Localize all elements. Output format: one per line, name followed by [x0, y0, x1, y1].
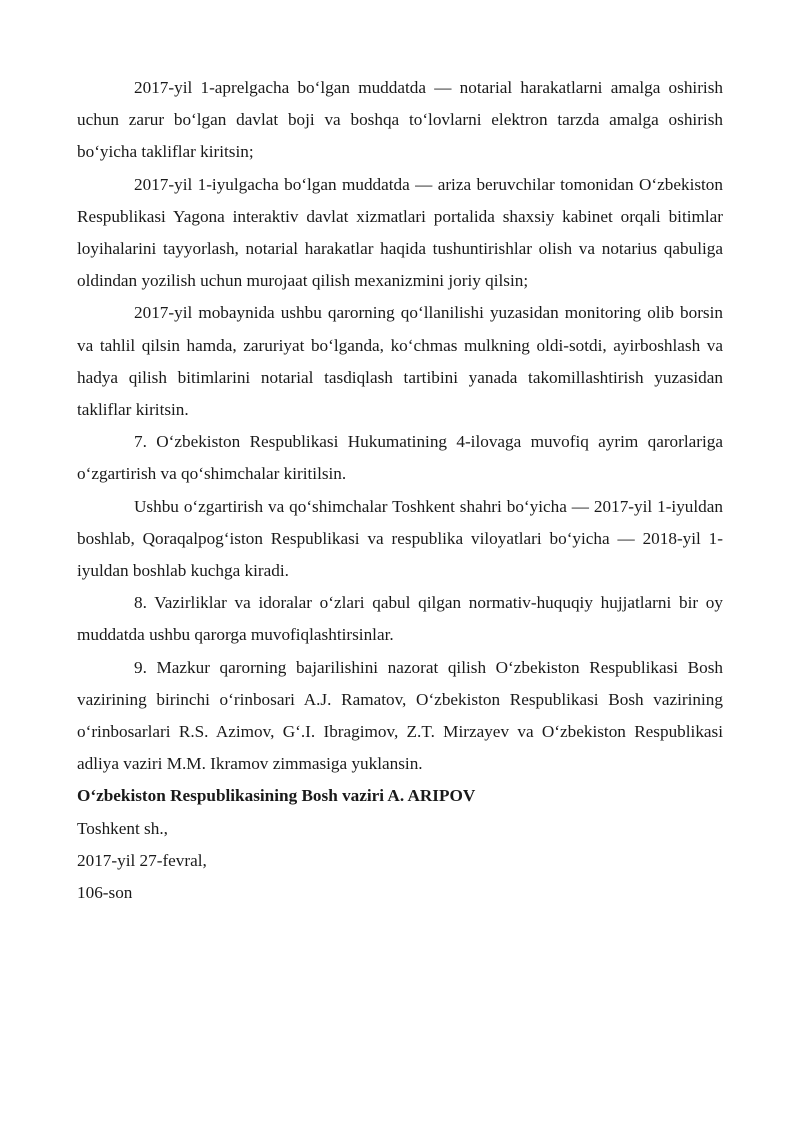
paragraph-electronic-fees: 2017-yil 1-aprelgacha bo‘lgan muddatda — notarial harakatlarni amalga oshirish uchun zarur bo‘lgan davlat boji va boshqa to‘lovlarni elektron tarzda amalga oshirish bo‘yicha takliflar kiritsin; [77, 78, 723, 162]
paragraph-item-8: 8. Vazirliklar va idoralar o‘zlari qabul qilgan normativ-huquqiy hujjatlarni bir oy muddatda ushbu qarorga muvofiqlashtirsinlar. [77, 593, 723, 645]
paragraph-item-7: 7. O‘zbekiston Respublikasi Hukumatining 4-ilovaga muvofiq ayrim qarorlariga o‘zgartirish va qo‘shimchalar kiritilsin. [77, 432, 723, 484]
date-line: 2017-yil 27-fevral, [77, 850, 207, 870]
paragraph-monitoring: 2017-yil mobaynida ushbu qarorning qo‘llanilishi yuzasidan monitoring olib borsin va tahlil qilsin hamda, zaruriyat bo‘lganda, ko‘chmas mulkning oldi-sotdi, ayirboshlash va hadya qilish bitimlarini notarial tasdiqlash tartibini yanada takomillashtirish yuzasidan takliflar kiritsin. [77, 303, 723, 420]
paragraph-item-9: 9. Mazkur qarorning bajarilishini nazorat qilish O‘zbekiston Respublikasi Bosh vazirining birinchi o‘rinbosari A.J. Ramatov, O‘zbekiston Respublikasi Bosh vazirining o‘rinbosarlari R.S. Azimov, G‘.I. Ibragimov, Z.T. Mirzayev va O‘zbekiston Respublikasi adliya vaziri M.M. Ikramov zimmasiga yuklansin. [77, 657, 723, 774]
paragraph-personal-cabinet: 2017-yil 1-iyulgacha bo‘lgan muddatda — ariza beruvchilar tomonidan O‘zbekiston Respublikasi Yagona interaktiv davlat xizmatlari portalida shaxsiy kabinet orqali bitimlar loyihalarini tayyorlash, notarial harakatlar haqida tushuntirishlar olish va notarius qabuliga oldindan yozilish uchun murojaat qilish mexanizmini joriy qilsin; [77, 174, 723, 291]
place-line: Toshkent sh., [77, 818, 168, 838]
document-body [77, 72, 723, 909]
signature-line: O‘zbekiston Respublikasining Bosh vaziri A. ARIPOV [77, 786, 476, 806]
paragraph-effective-dates: Ushbu o‘zgartirish va qo‘shimchalar Toshkent shahri bo‘yicha — 2017-yil 1-iyuldan boshlab, Qoraqalpog‘iston Respublikasi va respublika viloyatlari bo‘yicha — 2018-yil 1-iyuldan boshlab kuchga kiradi. [77, 496, 723, 581]
document-number: 106-son [77, 883, 133, 903]
